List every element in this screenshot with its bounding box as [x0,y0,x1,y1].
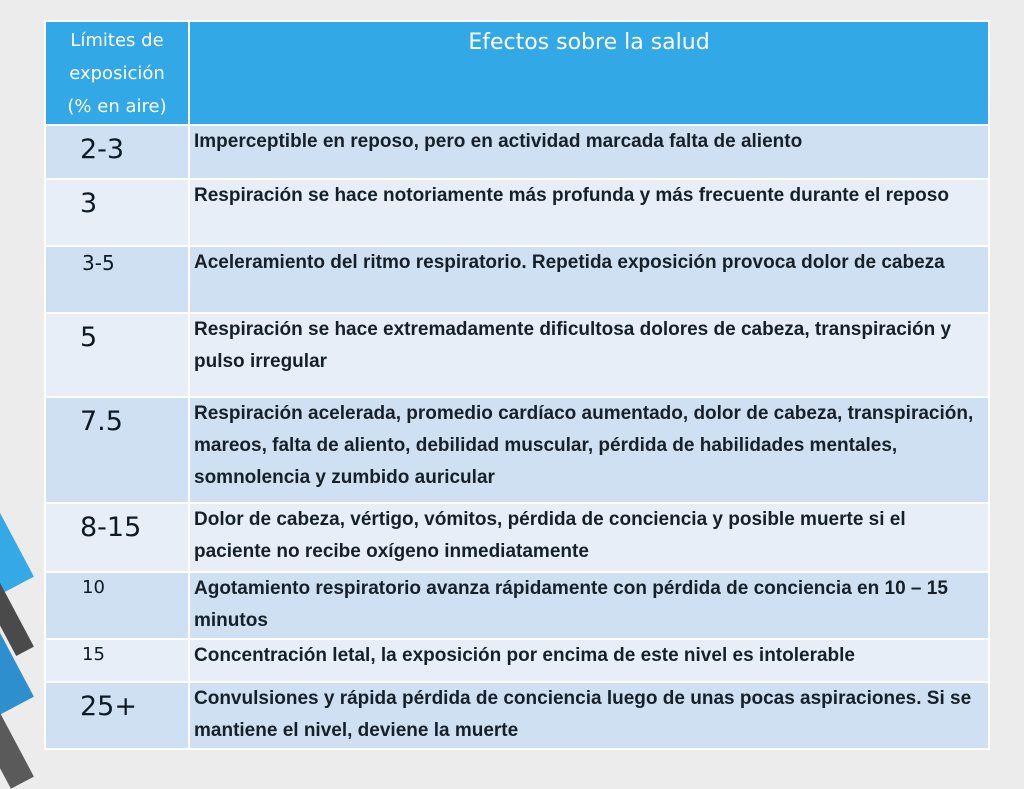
header-col1-line1: Límites de [70,30,164,51]
header-exposure-limits [45,21,189,125]
health-effect: Imperceptible en reposo, pero en actividad marcada falta de aliento [189,125,989,179]
table-row [45,313,989,397]
header-col1-line3: (% en aire) [67,96,167,117]
header-col1-line2: exposición [69,63,165,84]
exposure-limit: 15 [45,639,189,682]
health-effect: Respiración se hace notoriamente más profunda y más frecuente durante el reposo [189,179,989,246]
health-effect: Respiración acelerada, promedio cardíaco aumentado, dolor de cabeza, transpiración, mareos, falta de aliento, debilidad muscular, pérdida de habilidades mentales, somnolencia y zumbido auricular [189,397,989,503]
exposure-limit: 25+ [45,682,189,749]
exposure-limit: 10 [45,572,189,639]
decorative-stripe [0,400,34,593]
health-effect: Dolor de cabeza, vértigo, vómitos, pérdida de conciencia y posible muerte si el paciente no recibe oxígeno inmediatamente [189,503,989,572]
table-header-row [45,21,989,125]
health-effect: Concentración letal, la exposición por encima de este nivel es intolerable [189,639,989,682]
table-row [45,572,989,639]
table-row [45,125,989,179]
health-effect: Agotamiento respiratorio avanza rápidamente con pérdida de conciencia en 10 – 15 minutos [189,572,989,639]
exposure-effects-table [44,20,990,750]
exposure-limit: 7.5 [45,397,189,503]
health-effect: Convulsiones y rápida pérdida de conciencia luego de unas pocas aspiraciones. Si se mantiene el nivel, deviene la muerte [189,682,989,749]
exposure-limit: 2-3 [45,125,189,179]
health-effect: Respiración se hace extremadamente dificultosa dolores de cabeza, transpiración y pulso irregular [189,313,989,397]
exposure-limit: 3-5 [45,246,189,313]
table-row [45,246,989,313]
table-row [45,179,989,246]
health-effect: Aceleramiento del ritmo respiratorio. Repetida exposición provoca dolor de cabeza [189,246,989,313]
table-row [45,397,989,503]
exposure-limit: 8-15 [45,503,189,572]
table-row [45,639,989,682]
table-row [45,503,989,572]
header-health-effects: Efectos sobre la salud [189,21,989,125]
table-row [45,682,989,749]
exposure-limit: 5 [45,313,189,397]
exposure-limit: 3 [45,179,189,246]
